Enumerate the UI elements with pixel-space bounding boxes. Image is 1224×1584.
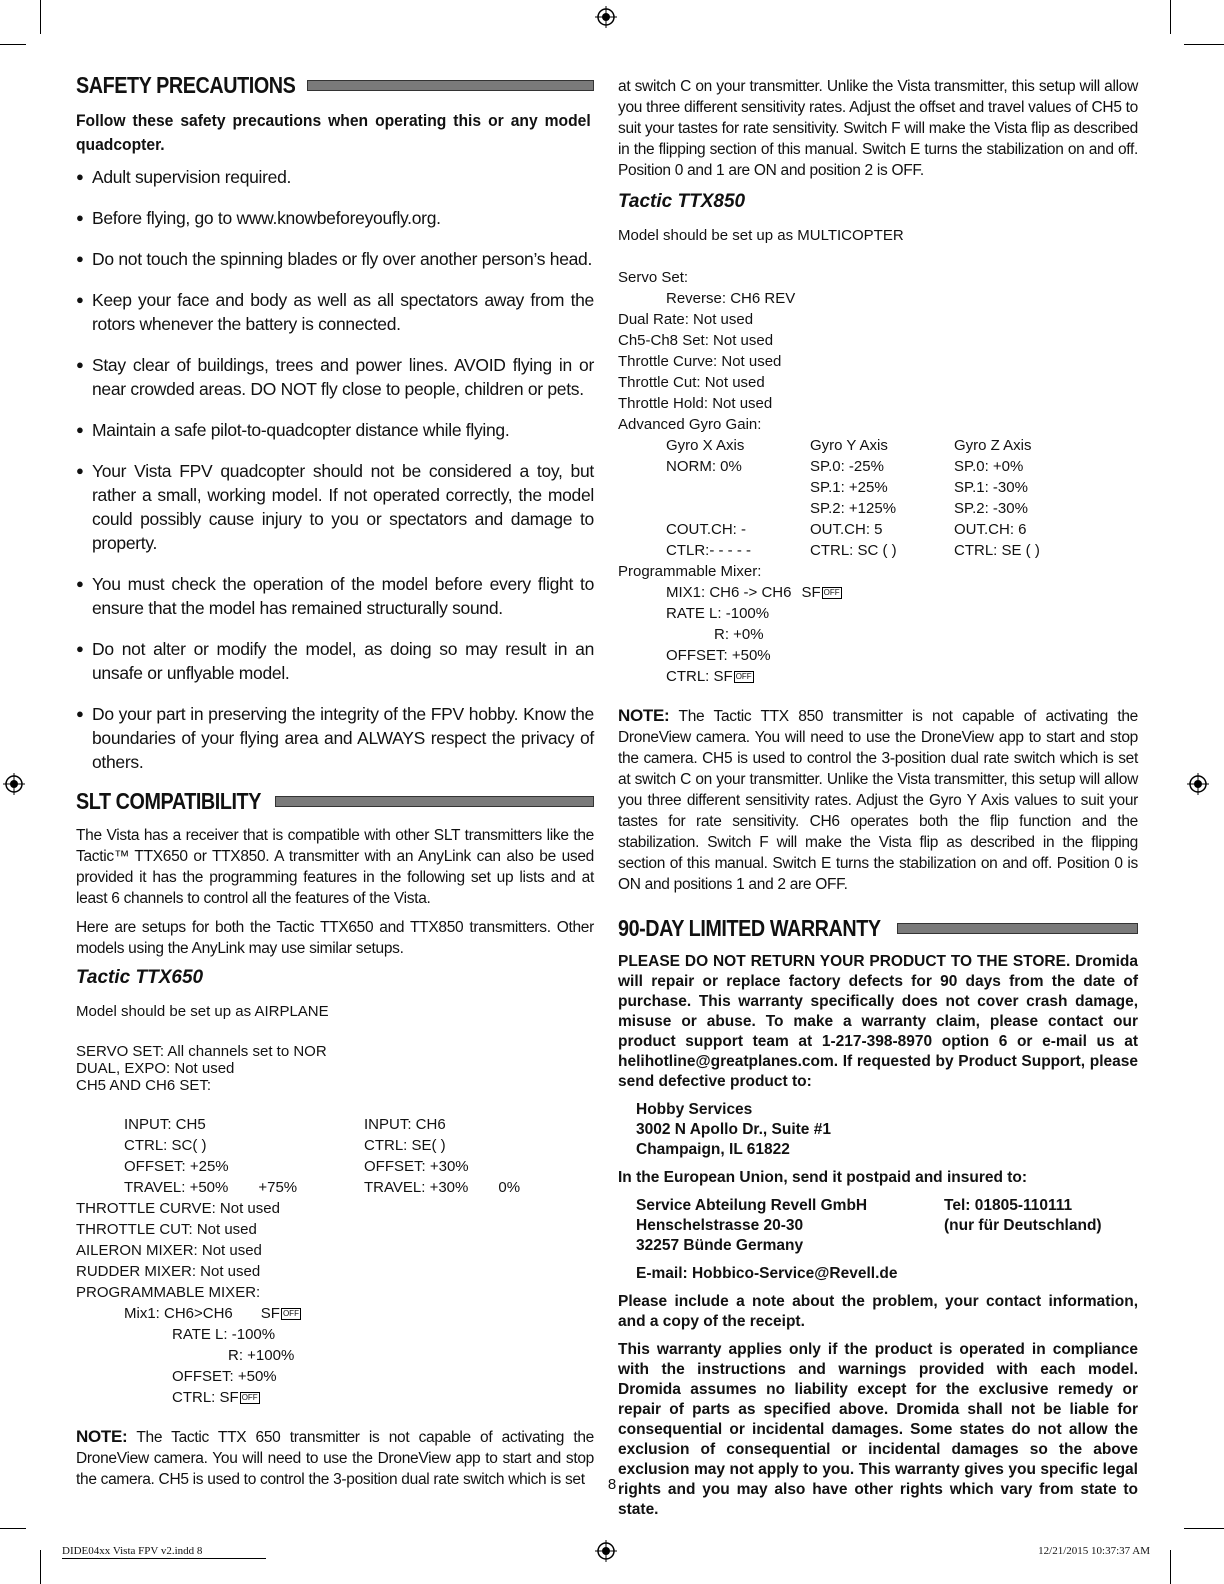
config-line: RATE L: -100% (666, 605, 770, 622)
config-line: SF (801, 584, 821, 601)
config-line: Ch5-Ch8 Set: Not used (618, 332, 774, 349)
config-line: CH5 AND CH6 SET: (76, 1077, 212, 1094)
left-column (76, 72, 594, 1498)
crop-mark (40, 1550, 41, 1584)
config-line: Model should be set up as MULTICOPTER (618, 227, 904, 244)
list-item: ● Do your part in preserving the integrity of the FPV hobby. Know the boundaries of your flying area and ALWAYS respect the privacy of others. (76, 702, 594, 774)
gyro-row: NORM: 0% SP.0: -25% SP.0: +0% (666, 458, 1024, 475)
slt-paragraph: Here are setups for both the Tactic TTX650 and TTX850 transmitters. Other models using the AnyLink may use similar setups. (76, 919, 594, 957)
config-line: Dual Rate: Not used (618, 311, 754, 328)
ttx650-note-continued: at switch C on your transmitter. Unlike the Vista transmitter, this setup will allow you three different sensitivity rates. Adjust the offset and travel values of CH5 to suit your tastes for rate sensitivity. Switch F will make the Vista flip as described in the flipping section of this manual. Switch E turns the stabilization on and off. Position 0 and 1 are ON and position 2 is OFF. (618, 78, 1138, 179)
us-address: Hobby Services 3002 N Apollo Dr., Suite #1 Champaign, IL 61822 (636, 1101, 831, 1158)
config-line: 0% (498, 1179, 521, 1196)
list-item: ● Do not touch the spinning blades or fly over another person’s head. (76, 247, 594, 271)
config-line: INPUT: CH5 (124, 1116, 206, 1133)
warranty-paragraph: This warranty applies only if the product is operated in compliance with the instructions and warnings provided with each model. Dromida assumes no liability except for the exclusive remedy or repair of parts as specified above. Dromida shall not be liable for consequential or incidental damages. Some states do not allow the exclusion of consequential or incidental damages so the above exclusion may not apply to you. This warranty gives you specific legal rights and you may also have other rights which vary from state to state. (618, 1341, 1138, 1518)
slt-paragraph: The Vista has a receiver that is compatible with other SLT transmitters like the Tactic™ TTX650 or TTX850. A transmitter with an AnyLink can also be used provided it has the programming features in the following set up lists and at least 6 channels to control all the features of the Vista. (76, 827, 594, 907)
ttx850-setup (618, 225, 1138, 687)
config-line: TRAVEL: +50% (124, 1179, 229, 1196)
config-line: DUAL, EXPO: Not used (76, 1060, 235, 1077)
registration-mark-icon (595, 1540, 617, 1562)
config-line: THROTTLE CURVE: Not used (76, 1200, 280, 1217)
config-line: CTRL: SC( ) (124, 1137, 207, 1154)
config-line: CTRL: SF (666, 668, 733, 685)
gyro-row: COUT.CH: - OUT.CH: 5 OUT.CH: 6 (666, 521, 1027, 538)
crop-mark (1184, 1528, 1224, 1529)
list-item: ● You must check the operation of the model before every flight to ensure that the model has remained structurally sound. (76, 572, 594, 620)
crop-mark (0, 44, 26, 45)
safety-title: SAFETY PRECAUTIONS (76, 72, 296, 98)
eu-address: Service Abteilung Revell GmbH Henschelstrasse 20-30 32257 Bünde Germany Tel: 01805-110111 (nur für Deutschland) (636, 1197, 1102, 1254)
list-item: ● Your Vista FPV quadcopter should not be considered a toy, but rather a small, working model. If not operated correctly, the model could possibly cause injury to you or spectators and damage to property. (76, 459, 594, 555)
gyro-row: Gyro X Axis Gyro Y Axis Gyro Z Axis (666, 437, 1032, 454)
list-item: ● Adult supervision required. (76, 165, 594, 189)
crop-mark (1170, 0, 1171, 34)
ttx650-note: The Tactic TTX 650 transmitter is not capable of activating the DroneView camera. You will need to use the DroneView app to start and stop the camera. CH5 is used to control the 3-position dual rate switch which is set (76, 1429, 594, 1488)
safety-intro: Follow these safety precautions when operating this or any model quadcopter. (76, 111, 591, 154)
off-switch-icon: OFF (241, 1393, 258, 1403)
ttx650-setup (76, 1001, 594, 1408)
crop-mark (1184, 44, 1224, 45)
slt-title: SLT COMPATIBILITY (76, 788, 261, 814)
off-switch-icon: OFF (282, 1309, 299, 1319)
list-item: ● Keep your face and body as well as all spectators away from the rotors whenever the battery is connected. (76, 288, 594, 336)
heading-bar (275, 796, 594, 807)
config-line: Advanced Gyro Gain: (618, 416, 762, 433)
config-line: RUDDER MIXER: Not used (76, 1263, 261, 1280)
crop-mark (40, 0, 41, 34)
note-label: NOTE: (76, 1427, 128, 1446)
warranty-heading (618, 915, 1138, 942)
config-line: OFFSET: +50% (666, 647, 771, 664)
registration-mark-icon (3, 773, 25, 795)
list-item: ● Before flying, go to www.knowbeforeyoufly.org. (76, 206, 594, 230)
config-line: Throttle Hold: Not used (618, 395, 773, 412)
warranty-paragraph: Please include a note about the problem, your contact information, and a copy of the receipt. (618, 1293, 1138, 1330)
config-line: SERVO SET: All channels set to NOR (76, 1043, 327, 1060)
config-line: Servo Set: (618, 269, 689, 286)
crop-mark (0, 1528, 26, 1529)
safety-list (76, 165, 594, 774)
gyro-row: SP.1: +25% SP.1: -30% (810, 479, 1028, 496)
support-phone: 1-217-398-8970 option 6 (821, 1033, 1008, 1050)
config-line: CTRL: SF (172, 1389, 239, 1406)
list-item: ● Stay clear of buildings, trees and power lines. AVOID flying in or near crowded areas. DO NOT fly close to people, children or pets. (76, 353, 594, 401)
off-switch-icon: OFF (735, 672, 752, 682)
registration-mark-icon (595, 6, 617, 28)
heading-bar (307, 80, 594, 91)
warranty-lead: PLEASE DO NOT RETURN YOUR PRODUCT TO THE STORE. (618, 953, 1071, 970)
eu-email: E-mail: Hobbico-Service@Revell.de (636, 1265, 898, 1282)
config-line: INPUT: CH6 (364, 1116, 446, 1133)
support-email: helihotline@greatplanes.com. (618, 1053, 839, 1070)
config-line: THROTTLE CUT: Not used (76, 1221, 257, 1238)
registration-mark-icon (1187, 773, 1209, 795)
heading-bar (897, 923, 1138, 934)
list-item: ● Do not alter or modify the model, as doing so may result in an unsafe or unflyable model. (76, 637, 594, 685)
crop-mark (1170, 1550, 1171, 1584)
config-line: Reverse: CH6 REV (666, 290, 796, 307)
slug-file: DIDE04xx Vista FPV v2.indd 8 (62, 1545, 266, 1559)
ttx650-title: Tactic TTX650 (76, 967, 204, 988)
warranty-title: 90-DAY LIMITED WARRANTY (618, 915, 881, 941)
slug-timestamp: 12/21/2015 10:37:37 AM (1038, 1545, 1150, 1557)
list-item: ● Maintain a safe pilot-to-quadcopter distance while flying. (76, 418, 594, 442)
config-line: Throttle Cut: Not used (618, 374, 765, 391)
eu-intro: In the European Union, send it postpaid and insured to: (618, 1169, 1028, 1186)
config-line: Model should be set up as AIRPLANE (76, 1003, 329, 1020)
ttx850-title: Tactic TTX850 (618, 191, 746, 212)
config-line: Mix1: CH6>CH6 (124, 1305, 233, 1322)
config-line: R: +100% (228, 1347, 295, 1364)
config-line: Throttle Curve: Not used (618, 353, 782, 370)
config-line: PROGRAMMABLE MIXER: (76, 1284, 261, 1301)
gyro-row: SP.2: +125% SP.2: -30% (810, 500, 1028, 517)
config-line: AILERON MIXER: Not used (76, 1242, 262, 1259)
config-line: OFFSET: +30% (364, 1158, 469, 1175)
config-line: R: +0% (714, 626, 764, 643)
config-line: OFFSET: +25% (124, 1158, 229, 1175)
slt-heading (76, 788, 594, 815)
config-line: CTRL: SE( ) (364, 1137, 446, 1154)
ttx850-note: The Tactic TTX 850 transmitter is not capable of activating the DroneView camera. You will need to use the DroneView app to start and stop the camera. CH5 is used to control the 3-position dual rate switch which is set at switch C on your transmitter. Unlike the Vista transmitter, this setup will allow you three different sensitivity rates. Adjust the Gyro Y Axis values to suit your tastes for rate sensitivity. CH6 operates both the flip function and the stabilization. Switch F will make the Vista flip as described in the flipping section of this manual. Switch E turns the stabilization on and off. Position 0 is ON and positions 1 and 2 are OFF. (618, 708, 1138, 893)
config-line: +75% (258, 1179, 298, 1196)
right-column (618, 76, 1138, 1528)
note-label: NOTE: (618, 706, 670, 725)
config-line: OFFSET: +50% (172, 1368, 277, 1385)
safety-heading (76, 72, 594, 99)
config-line: Programmable Mixer: (618, 563, 762, 580)
warranty-body: PLEASE DO NOT RETURN YOUR PRODUCT TO THE STORE. Dromida will repair or replace factory defects for 90 days from the date of purchase. This warranty specifically does not cover crash damage, misuse or abuse. To make a warranty claim, please contact our product support team at 1-217-398-8970 option 6 or e-mail us at helihotline@greatplanes.com. If requested by Product Support, please send defective product to: Hobby Services 3002 N Apollo Dr., Suite #1 Champaign, IL 61822 In the European Union, send it postpaid and insured to: Service Abteilung Revell GmbH Henschelstrasse 20-30 32257 Bünde Germany Tel: 01805-110111 (nur für Deutschland) E-mail: Hobbico-Service@Revell.de Please include a note about the problem, your contact information, and a copy of the receipt. This warranty applies only if the product is operated in compliance with the instructions and warnings provided with each model. Dromida assumes no liability except for the exclusive remedy or repair of parts as specified above. Dromida shall not be liable for consequential or incidental damages. Some states do not allow the exclusion of consequential or incidental damages so the above exclusion may not apply to you. This warranty gives you specific legal rights and you may also have other rights which vary from state to state. (618, 953, 1139, 1518)
config-line: RATE L: -100% (172, 1326, 276, 1343)
config-line: TRAVEL: +30% (364, 1179, 469, 1196)
page-number: 8 (607, 1476, 617, 1493)
gyro-row: CTLR:- - - - - CTRL: SC ( ) CTRL: SE ( ) (666, 542, 1040, 559)
config-line: SF (260, 1305, 280, 1322)
off-switch-icon: OFF (823, 588, 840, 598)
config-line: MIX1: CH6 -> CH6 (666, 584, 792, 601)
